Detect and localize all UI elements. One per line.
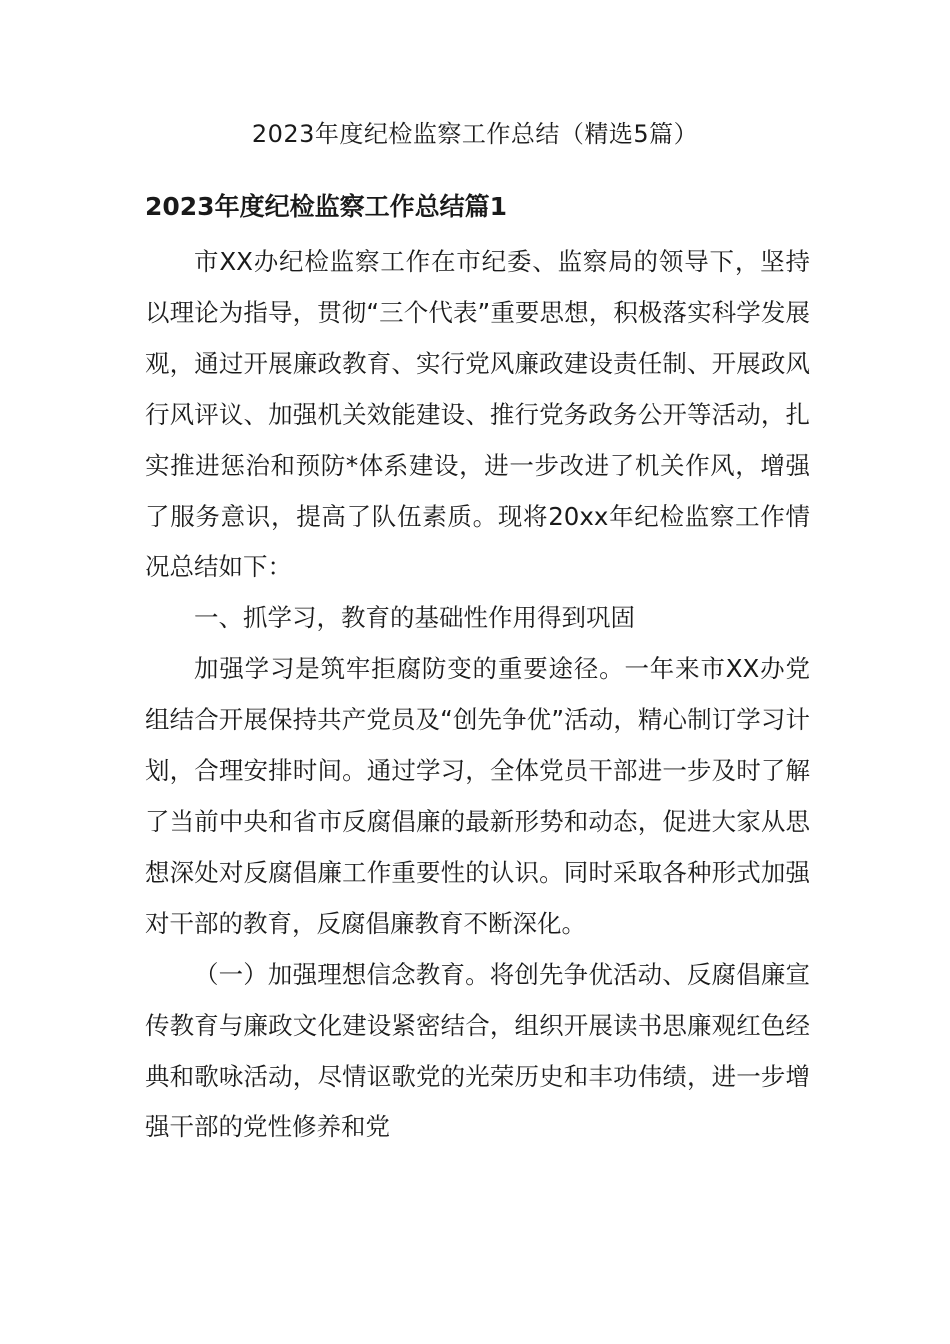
document-body — [145, 237, 810, 1153]
paragraph-study: 加强学习是筑牢拒腐防变的重要途径。一年来市XX办党组结合开展保持共产党员及“创先争优”活动，精心制订学习计划，合理安排时间。通过学习，全体党员干部进一步及时了解了当前中央和省市反腐倡廉的最新形势和动态，促进大家从思想深处对反腐倡廉工作重要性的认识。同时采取各种形式加强对干部的教育，反腐倡廉教育不断深化。 — [145, 654, 810, 938]
paragraph-ideals-education: （一）加强理想信念教育。将创先争优活动、反腐倡廉宣传教育与廉政文化建设紧密结合，组织开展读书思廉观红色经典和歌咏活动，尽情讴歌党的光荣历史和丰功伟绩，进一步增强干部的党性修养和党 — [145, 959, 810, 1142]
document-title: 2023年度纪检监察工作总结（精选5篇） — [251, 120, 699, 148]
paragraph-intro: 市XX办纪检监察工作在市纪委、监察局的领导下，坚持以理论为指导，贯彻“三个代表”重要思想，积极落实科学发展观，通过开展廉政教育、实行党风廉政建设责任制、开展政风行风评议、加强机关效能建设、推行党务政务公开等活动，扎实推进惩治和预防*体系建设，进一步改进了机关作风，增强了服务意识，提高了队伍素质。现将20xx年纪检监察工作情况总结如下： — [145, 247, 810, 582]
section-heading: 2023年度纪检监察工作总结篇1 — [145, 192, 507, 221]
paragraph-subheading-study: 一、抓学习，教育的基础性作用得到巩固 — [194, 603, 635, 633]
